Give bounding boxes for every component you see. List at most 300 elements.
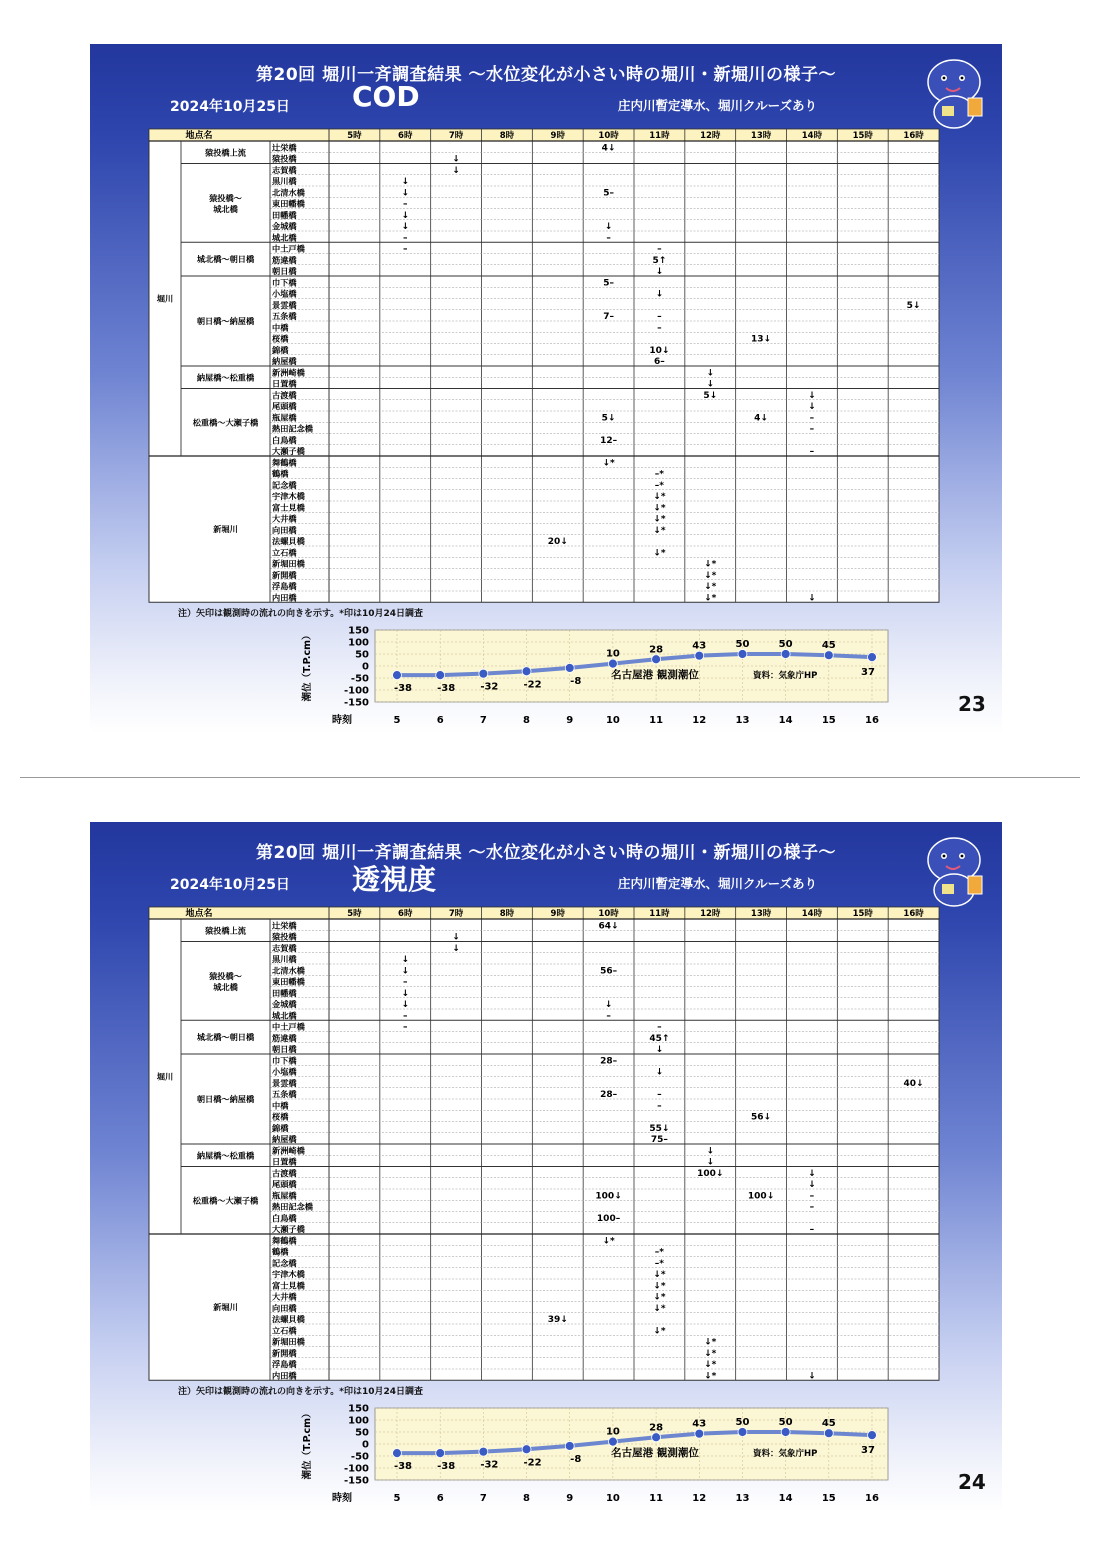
table-cell-value: ↓: [452, 165, 460, 176]
table-cell-value: 5↓: [601, 413, 616, 424]
river-label: 堀川: [156, 293, 174, 304]
station-label: 大井橋: [272, 1291, 297, 1302]
table-cell-value: 5↑: [652, 255, 667, 266]
table-cell-value: –: [657, 244, 662, 255]
station-label: 北清水橋: [272, 187, 305, 198]
table-cell-value: ↓: [401, 177, 410, 187]
parameter-title: 透視度: [352, 863, 437, 896]
tide-xtick-label: 15: [821, 715, 836, 726]
tide-data-label: -32: [480, 1459, 499, 1471]
section-label: 納屋橋～松重橋: [196, 372, 255, 383]
table-cell-value: 7–: [603, 312, 614, 322]
section-label: 松重橋～大瀬子橋: [192, 417, 259, 428]
tide-xtick-label: 6: [436, 715, 444, 726]
slide-title: 第20回 堀川一斉調査結果 ～水位変化が小さい時の堀川・新堀川の様子～: [256, 65, 836, 85]
hour-header: 6時: [398, 909, 413, 919]
tide-point: [781, 650, 790, 659]
table-cell-value: ↓: [401, 1000, 410, 1010]
table-cell-value: –: [606, 1011, 611, 1022]
hour-header: 8時: [499, 909, 515, 919]
table-cell-value: –: [809, 413, 815, 424]
table-cell-value: 28–: [600, 1056, 618, 1067]
station-label: 大瀬子橋: [272, 1224, 305, 1234]
table-cell-value: –: [403, 199, 408, 210]
table-cell-value: ↓*: [704, 1348, 717, 1359]
table-cell-value: 4↓: [601, 143, 616, 154]
station-label: 巾下橋: [272, 277, 297, 288]
table-cell-value: ↓: [604, 1000, 613, 1010]
table-cell-value: 4↓: [754, 413, 768, 424]
tide-data-label: -38: [437, 683, 456, 695]
table-cell-value: –*: [654, 1247, 665, 1258]
section-label: 猿投橋～: [209, 970, 242, 981]
tide-ylabel: 潮位（T.P.cm）: [302, 630, 313, 702]
table-cell-value: 5–: [603, 278, 614, 289]
river-label: 堀川: [156, 1071, 174, 1082]
table-cell-value: 28–: [600, 1090, 618, 1100]
tide-point: [738, 650, 747, 659]
station-label: 景雲橋: [272, 1077, 297, 1088]
station-label: 富士見橋: [272, 1280, 305, 1291]
table-cell-value: ↓: [808, 593, 816, 604]
station-label: 朝日橋: [272, 266, 297, 276]
tide-point: [652, 655, 661, 664]
table-cell-value: ↓*: [653, 1292, 666, 1303]
table-cell-value: ↓: [604, 222, 613, 232]
table-cell-value: ↓: [452, 932, 460, 943]
table-cell-value: 6–: [654, 357, 665, 367]
table-cell-value: ↓: [401, 188, 410, 199]
mascot-icon: [916, 828, 994, 910]
station-label: 立石橋: [272, 547, 297, 558]
station-label: 納屋橋: [272, 1134, 297, 1144]
station-label: 筋違橋: [272, 1032, 297, 1043]
tide-data-label: 10: [605, 648, 620, 660]
table-cell-value: –: [809, 1191, 815, 1202]
table-cell-value: ↓*: [653, 1270, 666, 1280]
station-label: 城北橋: [272, 1010, 297, 1021]
station-label: 納屋橋: [272, 356, 297, 366]
tide-point: [824, 651, 833, 660]
tide-chart: [300, 626, 900, 726]
table-cell-value: ↓: [706, 1157, 715, 1168]
table-cell-value: ↓: [808, 402, 816, 412]
hour-header: 12時: [700, 909, 721, 919]
table-cell-value: –: [657, 323, 662, 334]
tide-ytick-label: 0: [362, 661, 369, 673]
station-label: 日置橋: [272, 1156, 297, 1167]
station-label: 法螺貝橋: [272, 1314, 305, 1324]
tide-data-label: -38: [437, 1461, 456, 1473]
tide-point: [868, 653, 877, 662]
hour-header: 12時: [700, 131, 721, 141]
tide-xtick-label: 14: [778, 715, 793, 726]
station-label: 志賀橋: [272, 942, 297, 953]
tide-point: [479, 669, 488, 678]
station-label: 瓶屋橋: [272, 1190, 297, 1201]
tide-ytick-label: -100: [343, 685, 369, 697]
station-label: 日置橋: [272, 378, 297, 389]
table-cell-value: ↓: [655, 267, 664, 277]
station-label: 立石橋: [272, 1325, 297, 1336]
table-cell-value: ↓: [452, 154, 460, 165]
tide-xtick-label: 13: [735, 1493, 750, 1504]
table-cell-value: ↓*: [704, 582, 717, 592]
station-label: 新開橋: [272, 569, 297, 580]
tide-point: [393, 671, 402, 680]
hour-header: 8時: [499, 131, 515, 141]
slide-transparency: [90, 822, 1002, 1512]
table-footnote: 注）矢印は観測時の流れの向きを示す。*印は10月24日調査: [178, 1387, 424, 1397]
station-label: 辻栄橋: [272, 142, 297, 153]
tide-point: [565, 1441, 574, 1450]
page-divider: [20, 777, 1080, 778]
table-cell-value: –: [657, 1090, 662, 1100]
station-label: 新堀田橋: [272, 558, 305, 569]
tide-point: [738, 1428, 747, 1437]
tide-data-label: 45: [821, 1418, 836, 1430]
station-label: 五条橋: [272, 1089, 297, 1099]
table-cell-value: 5↓: [703, 390, 718, 401]
station-label: 尾頭橋: [272, 401, 297, 411]
section-label: 城北橋～朝日橋: [196, 254, 255, 265]
table-cell-value: –: [809, 1202, 815, 1213]
table-cell-value: 100↓: [697, 1168, 724, 1179]
station-label: 中土戸橋: [272, 243, 305, 254]
table-cell-value: ↓*: [653, 503, 666, 514]
station-label: 法螺貝橋: [272, 536, 305, 546]
table-cell-value: ↓*: [704, 1337, 717, 1348]
station-label: 瓶屋橋: [272, 412, 297, 423]
table-cell-value: ↓*: [704, 593, 717, 604]
tide-point: [479, 1447, 488, 1456]
hour-header: 16時: [903, 909, 924, 919]
slide-title: 第20回 堀川一斉調査結果 ～水位変化が小さい時の堀川・新堀川の様子～: [256, 843, 836, 863]
tide-point: [695, 651, 704, 660]
table-cell-value: ↓*: [602, 458, 615, 469]
section-label: 新堀川: [213, 1302, 238, 1313]
station-label: 小塩橋: [272, 288, 297, 299]
station-label: 浮島橋: [272, 1359, 297, 1369]
tide-xtick-label: 10: [605, 715, 620, 726]
table-cell-value: ↓*: [653, 514, 666, 525]
tide-data-label: 10: [605, 1426, 620, 1438]
table-cell-value: ↓: [808, 390, 816, 401]
tide-data-label: 50: [778, 1417, 793, 1428]
table-cell-value: 64↓: [598, 921, 619, 932]
station-label: 向田橋: [272, 524, 297, 535]
tide-data-label: 50: [735, 639, 750, 650]
station-label: 中橋: [272, 322, 289, 333]
table-cell-value: –*: [654, 469, 665, 480]
tide-data-label: -22: [523, 679, 542, 691]
tide-point: [695, 1429, 704, 1438]
table-cell-value: 100–: [596, 1213, 621, 1224]
tide-data-label: 43: [692, 1418, 707, 1430]
station-label: 鶴橋: [272, 1246, 289, 1257]
table-cell-value: ↓: [808, 1168, 816, 1179]
tide-data-label: 50: [735, 1417, 750, 1428]
table-cell-value: –: [809, 424, 815, 435]
section-label: 松重橋～大瀬子橋: [192, 1195, 259, 1206]
table-cell-value: –: [809, 447, 815, 457]
tide-point: [608, 659, 617, 668]
tide-xtick-label: 8: [523, 1493, 531, 1504]
tide-point: [436, 671, 445, 680]
hour-header: 10時: [598, 131, 619, 141]
table-cell-value: 45↑: [649, 1033, 670, 1044]
station-label: 北清水橋: [272, 965, 305, 976]
table-cell-value: ↓: [401, 966, 410, 977]
tide-xtick-label: 11: [649, 1493, 664, 1504]
station-label: 鶴橋: [272, 468, 289, 479]
table-cell-value: 56–: [600, 966, 618, 977]
location-header: 地点名: [185, 131, 213, 141]
table-cell-value: –: [403, 1022, 408, 1033]
hour-header: 15時: [852, 131, 873, 141]
station-label: 小塩橋: [272, 1066, 297, 1077]
hour-header: 13時: [750, 131, 772, 141]
tide-point: [652, 1433, 661, 1442]
page-number: 23: [958, 692, 986, 716]
table-cell-value: –: [403, 233, 408, 244]
station-label: 舞鶴橋: [272, 1235, 297, 1246]
station-label: 内田橋: [272, 1370, 297, 1381]
table-cell-value: 39↓: [547, 1315, 568, 1325]
table-cell-value: 55↓: [649, 1123, 670, 1134]
station-label: 向田橋: [272, 1302, 297, 1313]
tide-ytick-label: 0: [362, 1439, 369, 1451]
table-cell-value: 75–: [650, 1135, 668, 1145]
station-label: 田幡橋: [272, 987, 297, 998]
tide-ytick-label: 150: [348, 1404, 369, 1415]
condition-note: 庄内川暫定導水、堀川クルーズあり: [618, 98, 818, 113]
tide-data-label: 37: [861, 667, 875, 679]
tide-ylabel: 潮位（T.P.cm）: [302, 1408, 313, 1480]
tide-xtick-label: 12: [692, 715, 707, 726]
tide-data-label: 28: [649, 1422, 664, 1434]
table-cell-value: –: [657, 1101, 662, 1112]
hour-header: 7時: [448, 909, 464, 919]
table-cell-value: ↓*: [704, 1371, 717, 1382]
table-cell-value: ↓: [706, 368, 715, 379]
table-cell-value: ↓*: [653, 1326, 666, 1337]
table-cell-value: 100↓: [747, 1191, 775, 1202]
tide-source: 資料：気象庁HP: [753, 1449, 818, 1460]
tide-xlabel: 時刻: [332, 1493, 352, 1504]
station-label: 黒川橋: [272, 176, 297, 186]
table-cell-value: 100↓: [595, 1191, 622, 1202]
location-header: 地点名: [185, 909, 213, 919]
tide-ytick-label: -150: [343, 1475, 369, 1487]
tide-xlabel: 時刻: [332, 715, 352, 726]
tide-xtick-label: 7: [479, 715, 487, 726]
hour-header: 11時: [649, 131, 670, 141]
station-label: 古渡橋: [272, 389, 297, 400]
section-label: 朝日橋～納屋橋: [196, 316, 255, 326]
table-cell-value: ↓: [452, 943, 460, 954]
table-cell-value: ↓*: [653, 548, 666, 559]
table-cell-value: ↓*: [602, 1236, 615, 1247]
tide-xtick-label: 15: [821, 1493, 836, 1504]
table-cell-value: ↓*: [653, 1281, 666, 1292]
station-label: 中土戸橋: [272, 1021, 305, 1032]
tide-data-label: 28: [649, 644, 664, 656]
tide-point: [781, 1428, 790, 1437]
hour-header: 13時: [750, 909, 772, 919]
section-label: 納屋橋～松重橋: [196, 1150, 255, 1161]
tide-ytick-label: -100: [343, 1463, 369, 1475]
station-label: 桜橋: [272, 1111, 289, 1122]
tide-xtick-label: 16: [865, 1493, 879, 1504]
table-cell-value: ↓: [401, 222, 410, 232]
survey-date: 2024年10月25日: [170, 99, 290, 115]
table-cell-value: ↓*: [653, 525, 666, 536]
condition-note: 庄内川暫定導水、堀川クルーズあり: [618, 876, 818, 891]
section-label: 猿投橋～: [209, 192, 242, 203]
station-label: 田幡橋: [272, 209, 297, 220]
survey-date: 2024年10月25日: [170, 877, 290, 893]
table-cell-value: ↓: [706, 1146, 715, 1157]
station-label: 猿投橋: [272, 153, 297, 164]
tide-xtick-label: 8: [523, 715, 531, 726]
tide-point: [522, 1445, 531, 1454]
tide-xtick-label: 10: [605, 1493, 620, 1504]
table-cell-value: ↓: [401, 210, 410, 221]
tide-point: [436, 1449, 445, 1458]
hour-header: 11時: [649, 909, 670, 919]
tide-xtick-label: 16: [865, 715, 879, 726]
hour-header: 9時: [550, 909, 565, 919]
tide-data-label: 45: [821, 640, 836, 652]
station-label: 桜橋: [272, 333, 289, 344]
table-cell-value: –: [403, 1011, 408, 1022]
station-label: 尾頭橋: [272, 1179, 297, 1189]
tide-xtick-label: 9: [566, 715, 574, 726]
section-label: 城北橋～朝日橋: [196, 1032, 255, 1043]
table-cell-value: 20↓: [547, 537, 568, 547]
tide-ytick-label: -150: [343, 697, 369, 709]
tide-point: [608, 1437, 617, 1446]
station-label: 白鳥橋: [272, 434, 297, 445]
section-label: 新堀川: [213, 524, 238, 535]
tide-point: [522, 667, 531, 676]
tide-data-label: -8: [570, 675, 582, 687]
station-label: 筋違橋: [272, 254, 297, 265]
table-footnote: 注）矢印は観測時の流れの向きを示す。*印は10月24日調査: [178, 609, 424, 619]
station-label: 内田橋: [272, 592, 297, 603]
station-label: 景雲橋: [272, 299, 297, 310]
tide-data-label: -32: [480, 681, 499, 693]
tide-xtick-label: 9: [566, 1493, 574, 1504]
tide-xtick-label: 13: [735, 715, 750, 726]
tide-ytick-label: 50: [355, 1427, 369, 1439]
station-label: 浮島橋: [272, 581, 297, 591]
station-label: 新洲崎橋: [272, 1145, 305, 1156]
table-cell-value: 13↓: [751, 334, 772, 345]
table-cell-value: 10↓: [649, 345, 670, 356]
table-cell-value: –: [403, 977, 408, 988]
table-cell-value: –: [657, 1022, 662, 1033]
station-label: 辻栄橋: [272, 920, 297, 931]
table-cell-value: –: [809, 1225, 815, 1235]
table-cell-value: –*: [654, 480, 665, 491]
tide-xtick-label: 7: [479, 1493, 487, 1504]
tide-ytick-label: 100: [348, 1415, 369, 1427]
table-cell-value: ↓: [706, 379, 715, 390]
table-cell-value: ↓*: [704, 1360, 717, 1370]
tide-point: [824, 1429, 833, 1438]
table-cell-value: –: [606, 233, 611, 244]
station-label: 熱田記念橋: [272, 423, 313, 434]
tide-caption: 名古屋港 観測潮位: [611, 1447, 699, 1460]
hour-header: 5時: [347, 909, 362, 919]
hour-header: 5時: [347, 131, 362, 141]
station-label: 記念橋: [272, 479, 297, 490]
tide-data-label: 50: [778, 639, 793, 650]
section-label: 城北橋: [213, 203, 238, 214]
station-label: 東田幡橋: [272, 976, 305, 987]
station-label: 中橋: [272, 1100, 289, 1111]
station-label: 新開橋: [272, 1347, 297, 1358]
station-label: 錦橋: [272, 1122, 289, 1133]
station-label: 東田幡橋: [272, 198, 305, 209]
tide-chart: [300, 1404, 900, 1504]
hour-header: 6時: [398, 131, 413, 141]
station-label: 熱田記念橋: [272, 1201, 313, 1212]
hour-header: 15時: [852, 909, 873, 919]
station-label: 古渡橋: [272, 1167, 297, 1178]
station-label: 志賀橋: [272, 164, 297, 175]
station-label: 金城橋: [272, 999, 297, 1009]
table-cell-value: ↓: [808, 1180, 816, 1190]
station-label: 白鳥橋: [272, 1212, 297, 1223]
tide-data-label: -8: [570, 1453, 582, 1465]
station-label: 五条橋: [272, 311, 297, 321]
station-label: 宇津木橋: [272, 491, 305, 501]
tide-ytick-label: -50: [350, 673, 369, 685]
table-cell-value: ↓: [401, 955, 410, 965]
station-label: 宇津木橋: [272, 1269, 305, 1279]
hour-header: 9時: [550, 131, 565, 141]
table-cell-value: ↓: [655, 1045, 664, 1055]
station-label: 新洲崎橋: [272, 367, 305, 378]
mascot-icon: [916, 50, 994, 132]
station-label: 黒川橋: [272, 954, 297, 964]
tide-xtick-label: 14: [778, 1493, 793, 1504]
tide-xtick-label: 5: [393, 1493, 401, 1504]
table-cell-value: 5↓: [906, 300, 921, 311]
tide-data-label: 37: [861, 1445, 875, 1457]
tide-xtick-label: 11: [649, 715, 664, 726]
table-cell-value: 56↓: [751, 1112, 772, 1123]
section-label: 猿投橋上流: [205, 147, 246, 158]
section-label: 猿投橋上流: [205, 925, 246, 936]
section-label: 朝日橋～納屋橋: [196, 1094, 255, 1104]
station-label: 錦橋: [272, 344, 289, 355]
table-cell-value: ↓: [401, 988, 410, 999]
table-cell-value: ↓*: [653, 1303, 666, 1314]
hour-header: 16時: [903, 131, 924, 141]
table-cell-value: 12–: [600, 435, 618, 446]
station-label: 朝日橋: [272, 1044, 297, 1054]
table-cell-value: 5–: [603, 188, 614, 199]
tide-ytick-label: 150: [348, 626, 369, 637]
tide-data-label: -38: [393, 683, 413, 695]
table-cell-value: –*: [654, 1258, 665, 1269]
station-label: 金城橋: [272, 221, 297, 231]
table-cell-value: ↓*: [653, 492, 666, 502]
